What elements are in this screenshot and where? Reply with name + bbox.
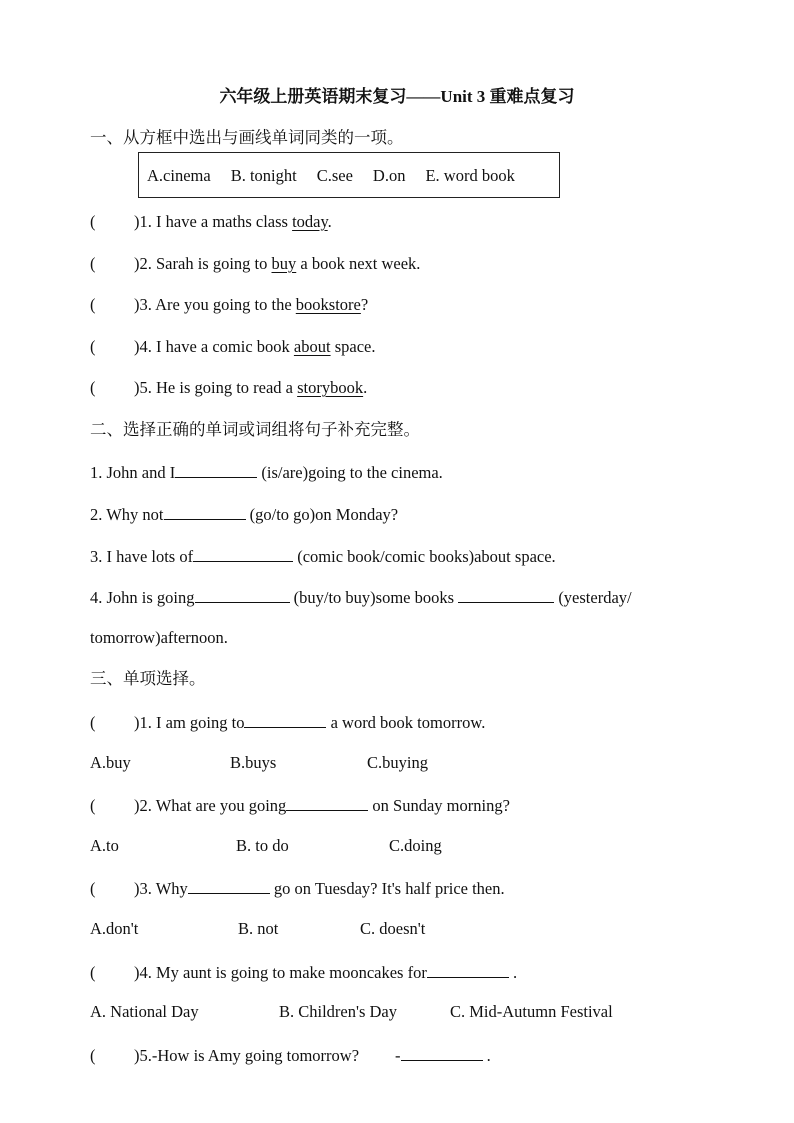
mc-option[interactable]: B. not <box>238 919 279 938</box>
section2-item: 4. John is going (buy/to buy)some books (yesterday/ <box>90 588 632 607</box>
answer-blank[interactable] <box>244 711 326 728</box>
section1-item: ( )3. Are you going to the bookstore? <box>90 295 369 314</box>
mc-option[interactable]: A.don't <box>90 919 139 938</box>
mc-option[interactable]: A. National Day <box>90 1002 199 1021</box>
section2-item: 2. Why not (go/to go)on Monday? <box>90 505 399 524</box>
box-option: E. word book <box>425 166 515 185</box>
box-option: A.cinema <box>147 166 211 185</box>
answer-blank[interactable] <box>164 503 246 520</box>
mc-question: ( )1. I am going to a word book tomorrow. <box>90 713 486 732</box>
mc-question: ( )5.-How is Amy going tomorrow? - . <box>90 1046 491 1065</box>
mc-option[interactable]: C.doing <box>389 836 442 855</box>
answer-blank[interactable] <box>401 1044 483 1061</box>
mc-option[interactable]: C. doesn't <box>360 919 426 938</box>
word-box <box>138 152 560 198</box>
underlined-word: about <box>293 337 331 356</box>
section2-heading: 二、选择正确的单词或词组将句子补充完整。 <box>90 420 420 439</box>
mc-option[interactable]: C.buying <box>367 753 428 772</box>
section1-heading: 一、从方框中选出与画线单词同类的一项。 <box>90 128 404 147</box>
word-box-options <box>147 166 515 186</box>
mc-question: ( )3. Why go on Tuesday? It's half price then. <box>90 879 505 898</box>
mc-question: ( )4. My aunt is going to make mooncakes for . <box>90 963 518 982</box>
answer-blank[interactable] <box>175 461 257 478</box>
answer-blank[interactable] <box>458 586 554 603</box>
section1-item: ( )5. He is going to read a storybook. <box>90 378 368 397</box>
mc-option[interactable]: C. Mid-Autumn Festival <box>450 1002 613 1021</box>
section3-heading: 三、单项选择。 <box>90 669 206 688</box>
box-option: C.see <box>316 166 353 185</box>
section2-item: 3. I have lots of (comic book/comic books)about space. <box>90 547 556 566</box>
section1-item: ( )1. I have a maths class today. <box>90 212 332 231</box>
box-option: B. tonight <box>230 166 297 185</box>
mc-option[interactable]: A.buy <box>90 753 131 772</box>
answer-blank[interactable] <box>188 877 270 894</box>
mc-option[interactable]: A.to <box>90 836 119 855</box>
answer-blank[interactable] <box>427 961 509 978</box>
page-title: 六年级上册英语期末复习——Unit 3 重难点复习 <box>219 87 575 106</box>
box-option: D.on <box>372 166 406 185</box>
mc-option[interactable]: B. to do <box>236 836 289 855</box>
section1-item: ( )4. I have a comic book about space. <box>90 337 376 356</box>
answer-blank[interactable] <box>286 794 368 811</box>
mc-question: ( )2. What are you going on Sunday morning? <box>90 796 510 815</box>
section2-item: 1. John and I (is/are)going to the cinema. <box>90 463 443 482</box>
section2-item-continuation: tomorrow)afternoon. <box>90 628 228 647</box>
mc-option[interactable]: B. Children's Day <box>279 1002 398 1021</box>
answer-blank[interactable] <box>193 545 293 562</box>
underlined-word: buy <box>271 254 297 273</box>
section1-item: ( )2. Sarah is going to buy a book next week. <box>90 254 421 273</box>
mc-option[interactable]: B.buys <box>230 753 277 772</box>
underlined-word: storybook <box>297 378 364 397</box>
underlined-word: bookstore <box>295 295 361 314</box>
underlined-word: today <box>292 212 328 231</box>
answer-blank[interactable] <box>195 586 290 603</box>
